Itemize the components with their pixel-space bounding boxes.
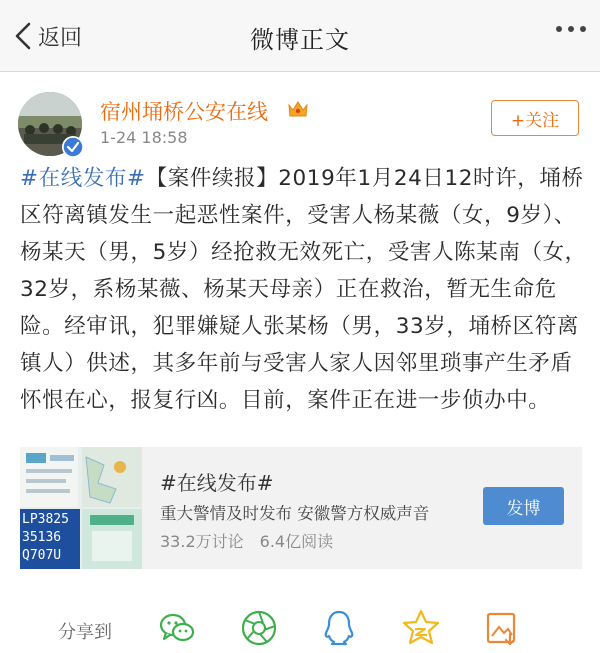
topic-thumbnail: [20, 447, 142, 569]
post-to-topic-button[interactable]: 发博: [483, 487, 564, 525]
more-dot-icon: [556, 26, 562, 32]
more-dot-icon: [568, 26, 574, 32]
share-bar: [0, 598, 600, 653]
topic-card[interactable]: [20, 447, 582, 569]
back-label: 返回: [38, 25, 83, 51]
plate-line: LP3825: [22, 512, 69, 527]
qq-icon[interactable]: [319, 608, 359, 648]
more-options-button[interactable]: [556, 26, 586, 32]
share-label: 分享到: [58, 622, 112, 643]
topic-stats: [160, 529, 333, 552]
page-title: 微博正文: [250, 26, 350, 54]
nav-bar: [0, 0, 600, 72]
plate-line: 35136: [22, 530, 62, 545]
wechat-icon[interactable]: [157, 608, 197, 648]
topic-description: 重大警情及时发布 安徽警方权威声音: [160, 504, 430, 523]
topic-read-count: 6.4亿阅读: [259, 532, 334, 551]
moments-icon[interactable]: [239, 608, 279, 648]
vip-crown-icon: [286, 98, 310, 120]
topic-title[interactable]: #在线发布#: [160, 471, 274, 495]
verified-badge-icon: [62, 136, 84, 158]
license-plate-text: [22, 511, 78, 565]
more-dot-icon: [580, 26, 586, 32]
topic-discussion-count: 33.2万讨论: [160, 532, 244, 551]
plate-line: Q707U: [22, 548, 62, 563]
qzone-icon[interactable]: [401, 608, 441, 648]
post-hashtag[interactable]: #在线发布#: [20, 166, 146, 191]
post-content: 【案件续报】2019年1月24日12时许，埇桥区符离镇发生一起恶性案件，受害人杨某薇（女，9岁）、杨某天（男，5岁）经抢救无效死亡，受害人陈某南（女，32岁，系杨某薇、杨某天母亲）正在救治，暂无生命危险。经审讯，犯罪嫌疑人张某杨（男，33岁，埇桥区符离镇人）供述，其多年前与受害人家人因邻里琐事产生矛盾怀恨在心，报复行凶。目前，案件正在进一步侦办中。: [20, 166, 587, 413]
post-timestamp: 1-24 18:58: [100, 128, 188, 147]
save-image-icon[interactable]: [482, 608, 522, 648]
follow-button[interactable]: +关注: [491, 100, 579, 136]
post-text: [20, 160, 588, 419]
author-name[interactable]: 宿州埇桥公安在线: [100, 100, 268, 124]
